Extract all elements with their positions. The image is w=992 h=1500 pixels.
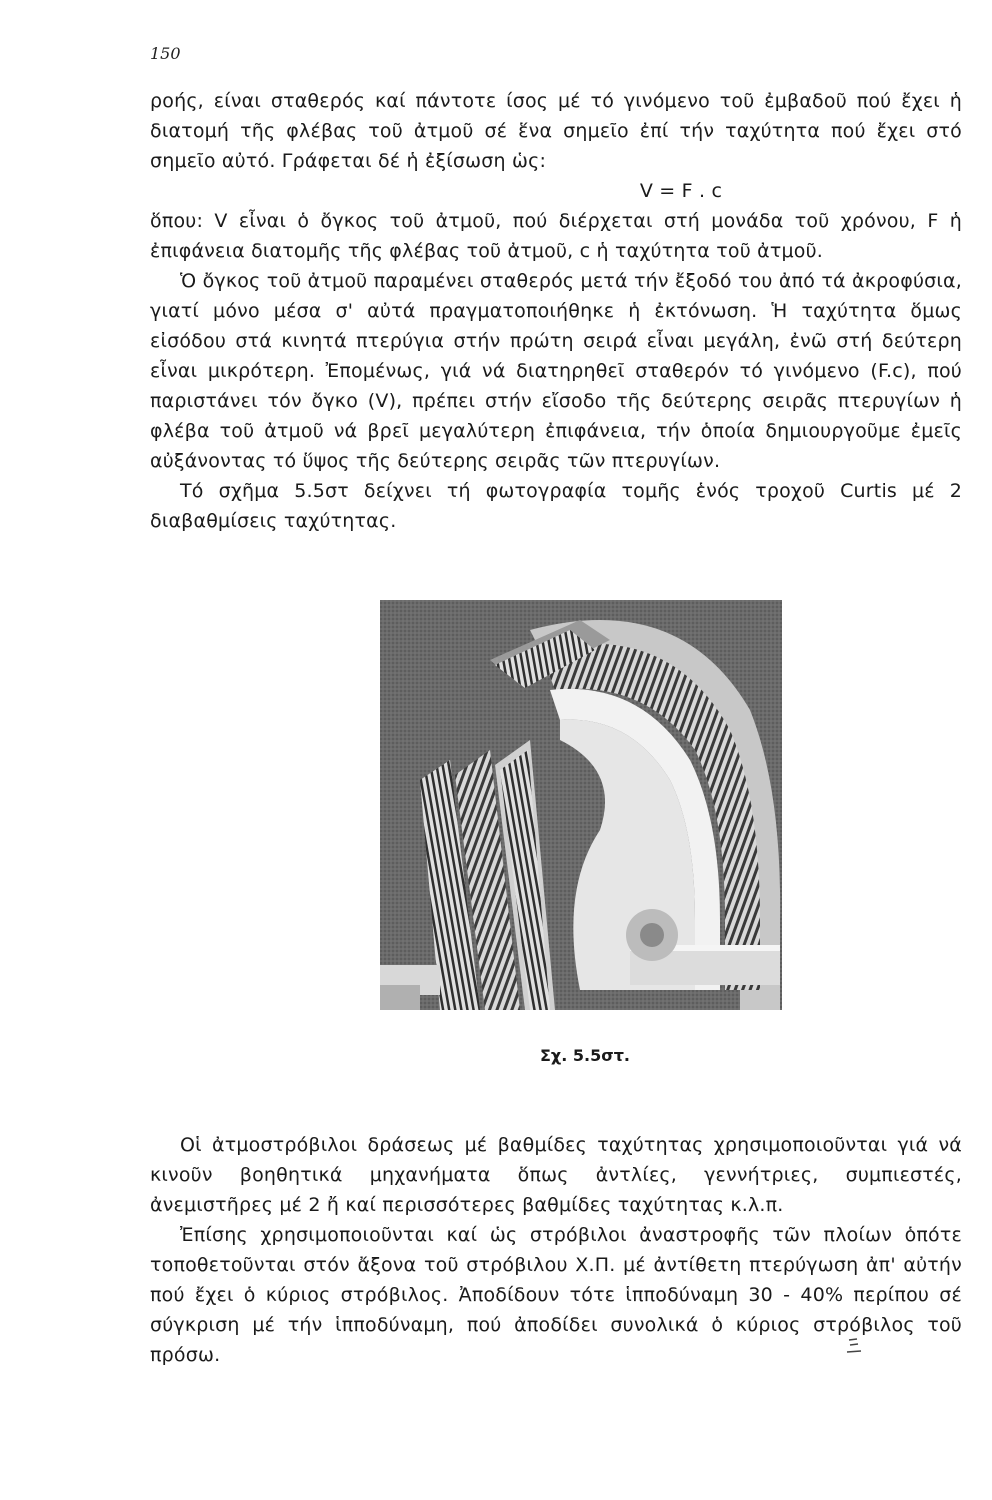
paragraph-5: Οἱ ἀτμοστρόβιλοι δράσεως μέ βαθμίδες ταχύτητας χρησιμοποιοῦνται γιά νά κινοῦν βοηθητικά μηχανήματα ὅπως ἀντλίες, γεννήτριες, συμπιεστές, ἀνεμιστῆρες μέ 2 ἤ καί περισσότερες βαθμίδες ταχύτητας κ.λ.π. — [150, 1134, 962, 1216]
margin-mark-icon — [845, 1336, 863, 1356]
top-text-block — [150, 86, 962, 536]
paragraph-4: Τό σχῆμα 5.5στ δείχνει τή φωτογραφία τομῆς ἑνός τροχοῦ Curtis μέ 2 διαβαθμίσεις ταχύτητας. — [150, 480, 962, 532]
paragraph-2: ὅπου: V εἶναι ὁ ὄγκος τοῦ ἀτμοῦ, πού διέρχεται στή μονάδα τοῦ χρόνου, F ἡ ἐπιφάνεια διατομῆς τῆς φλέβας τοῦ ἀτμοῦ, c ἡ ταχύτητα τοῦ ἀτμοῦ. — [150, 210, 962, 262]
paragraph-6: Ἐπίσης χρησιμοποιοῦνται καί ὡς στρόβιλοι ἀναστροφῆς τῶν πλοίων ὁπότε τοποθετοῦνται στόν ἄξονα τοῦ στρόβιλου Χ.Π. μέ ἀντίθετη πτερύγωση ἀπ' αὐτήν πού ἔχει ὁ κύριος στρόβιλος. Ἀποδίδουν τότε ἱπποδύναμη 30 - 40% περίπου σέ σύγκριση μέ τήν ἱπποδύναμη, πού ἀποδίδει συνολικά ὁ κύριος στρόβιλος τοῦ πρόσω. — [150, 1224, 962, 1366]
paragraph-3: Ὁ ὄγκος τοῦ ἀτμοῦ παραμένει σταθερός μετά τήν ἔξοδό του ἀπό τά ἀκροφύσια, γιατί μόνο μέσα σ' αὐτά πραγματοποιήθηκε ἡ ἐκτόνωση. Ἡ ταχύτητα ὅμως εἰσόδου στά κινητά πτερύγια στήν πρώτη σειρά εἶναι μεγάλη, ἐνῶ στή δεύτερη εἶναι μικρότερη. Ἐπομένως, γιά νά διατηρηθεῖ σταθερόν τό γινόμενο (F.c), πού παριστάνει τόν ὄγκο (V), πρέπει στήν εἴσοδο τῆς δεύτερης σειρᾶς πτερυγίων ἡ φλέβα τοῦ ἀτμοῦ νά βρεῖ μεγαλύτερη ἐπιφάνεια, τήν ὁποία δημιουργοῦμε ἐμεῖς αὐξάνοντας τό ὕψος τῆς δεύτερης σειρᾶς τῶν πτερυγίων. — [150, 270, 962, 472]
curtis-wheel-illustration — [380, 590, 782, 1010]
curtis-wheel-photo — [380, 590, 782, 1010]
figure-caption: Σχ. 5.5στ. — [540, 1046, 630, 1065]
bottom-text-block — [150, 1130, 962, 1370]
formula: V = F . c — [639, 180, 723, 202]
paragraph-1: ροής, είναι σταθερός καί πάντοτε ίσος μέ τό γινόμενο τοῦ ἐμβαδοῦ πού ἔχει ἡ διατομή τῆς φλέβας τοῦ ἀτμοῦ σέ ἕνα σημεῖο ἐπί τήν ταχύτητα πού ἔχει στό σημεῖο αὐτό. Γράφεται δέ ἡ ἐξίσωση ὡς: — [150, 90, 962, 172]
page-number: 150 — [150, 44, 181, 63]
